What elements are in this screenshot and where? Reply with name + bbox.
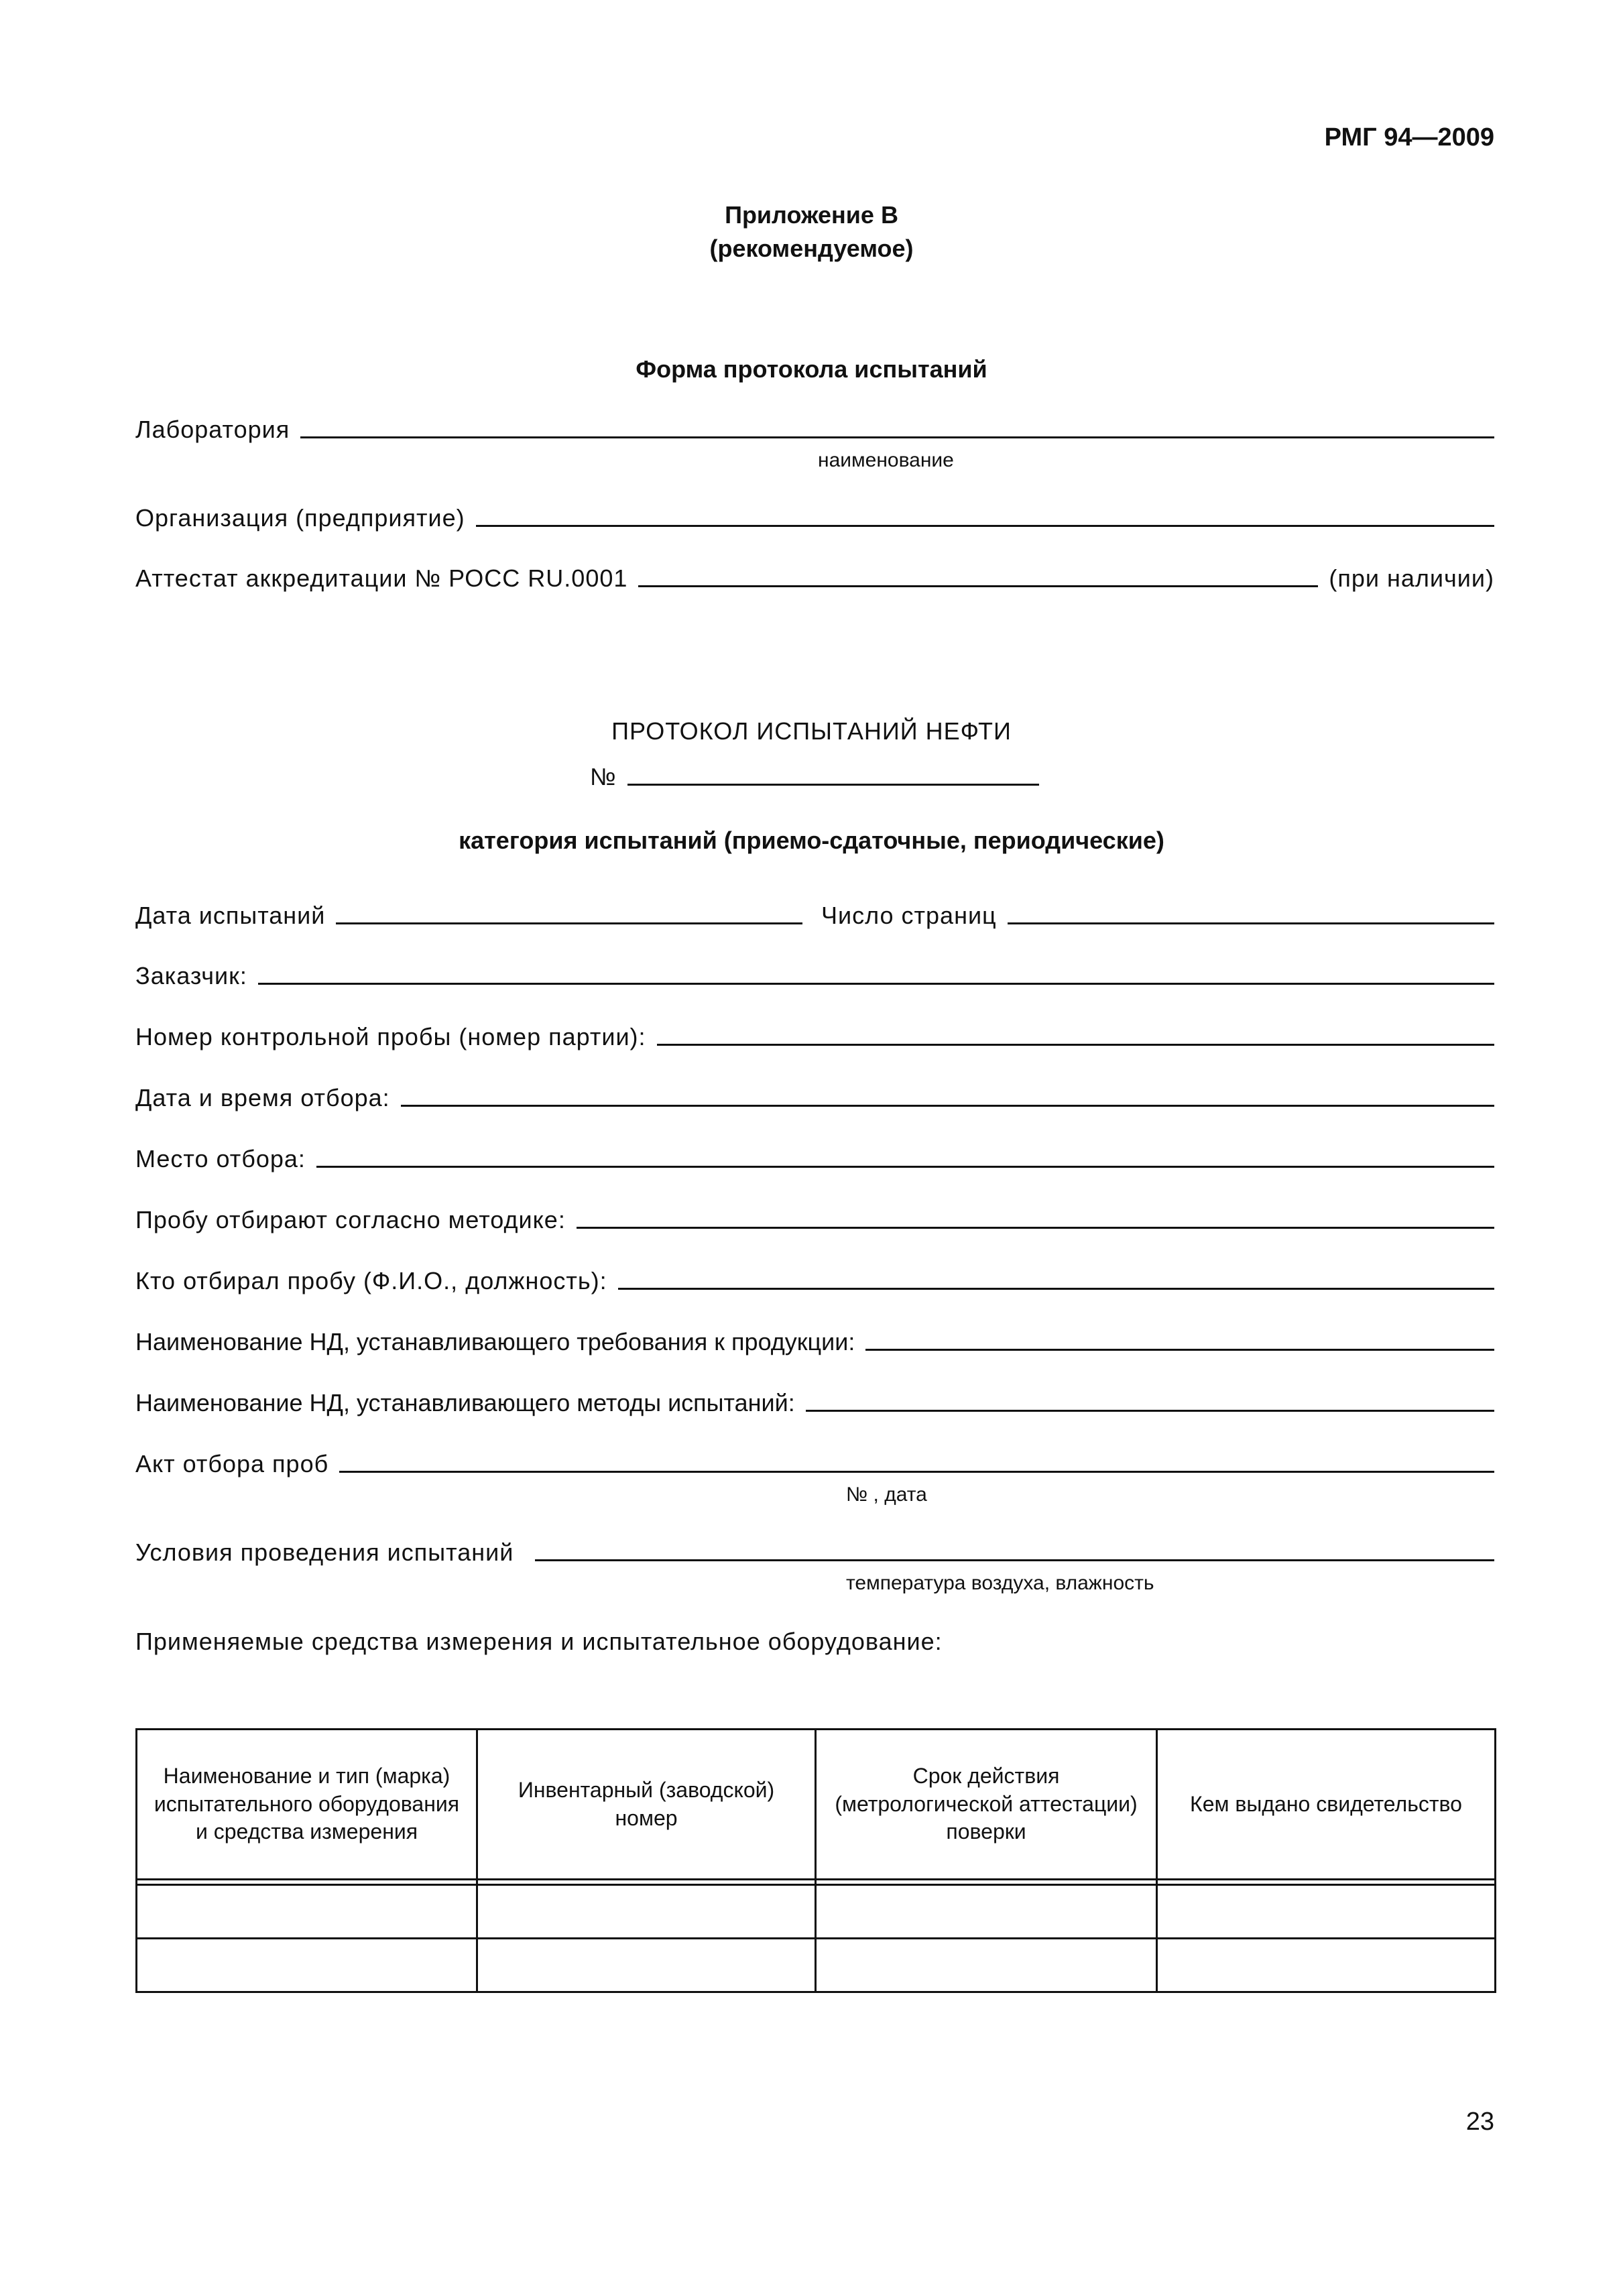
lab-label: Лаборатория bbox=[135, 416, 290, 443]
sample-number-label: Номер контрольной пробы (номер партии): bbox=[135, 1023, 646, 1050]
lab-caption: наименование bbox=[818, 449, 954, 471]
table-header-row bbox=[137, 1730, 1496, 1880]
page-number: 23 bbox=[1465, 2108, 1494, 2136]
accreditation-line[interactable] bbox=[638, 580, 1318, 587]
form-title: Форма протокола испытаний bbox=[636, 355, 987, 383]
sampled-by-field[interactable] bbox=[135, 1267, 1494, 1295]
sample-number-field[interactable] bbox=[135, 1023, 1494, 1051]
table-cell[interactable] bbox=[816, 1939, 1157, 1992]
sample-number-line[interactable] bbox=[657, 1038, 1494, 1046]
table-cell[interactable] bbox=[816, 1885, 1157, 1939]
org-line[interactable] bbox=[476, 520, 1494, 527]
conditions-caption: температура воздуха, влажность bbox=[846, 1572, 1154, 1594]
conditions-label: Условия проведения испытаний bbox=[135, 1538, 514, 1566]
table-cell[interactable] bbox=[1157, 1939, 1496, 1992]
accreditation-label: Аттестат аккредитации № РОСС RU.0001 bbox=[135, 564, 628, 592]
table-cell[interactable] bbox=[137, 1885, 477, 1939]
sampling-act-label: Акт отбора проб bbox=[135, 1450, 329, 1477]
sampling-datetime-label: Дата и время отбора: bbox=[135, 1084, 390, 1111]
lab-field[interactable] bbox=[135, 416, 1494, 444]
appendix-title: Приложение В bbox=[725, 201, 898, 229]
equipment-intro: Применяемые средства измерения и испытательное оборудование: bbox=[135, 1628, 943, 1655]
org-label: Организация (предприятие) bbox=[135, 504, 465, 532]
document-code: РМГ 94—2009 bbox=[1324, 123, 1494, 152]
table-row bbox=[137, 1939, 1496, 1992]
table-header-issued-by: Кем выдано свидетельство bbox=[1157, 1730, 1496, 1880]
sampling-act-line[interactable] bbox=[339, 1465, 1494, 1473]
nd-requirements-field[interactable] bbox=[135, 1328, 1494, 1356]
nd-methods-label: Наименование НД, устанавливающего методы испытаний: bbox=[135, 1389, 795, 1416]
nd-requirements-line[interactable] bbox=[865, 1343, 1494, 1351]
nd-methods-field[interactable] bbox=[135, 1389, 1494, 1417]
customer-line[interactable] bbox=[258, 977, 1494, 985]
lab-line[interactable] bbox=[300, 431, 1494, 438]
table-cell[interactable] bbox=[477, 1885, 816, 1939]
sampling-method-line[interactable] bbox=[577, 1221, 1494, 1229]
protocol-title: ПРОТОКОЛ ИСПЫТАНИЙ НЕФТИ bbox=[611, 717, 1012, 745]
sampled-by-line[interactable] bbox=[618, 1282, 1494, 1290]
test-date-field[interactable] bbox=[135, 902, 802, 930]
appendix-subtitle: (рекомендуемое) bbox=[709, 235, 914, 262]
customer-label: Заказчик: bbox=[135, 962, 247, 989]
accreditation-field[interactable] bbox=[135, 564, 1494, 593]
table-cell[interactable] bbox=[1157, 1885, 1496, 1939]
sampling-place-line[interactable] bbox=[316, 1160, 1494, 1168]
conditions-line[interactable] bbox=[535, 1554, 1494, 1561]
sampling-datetime-field[interactable] bbox=[135, 1084, 1494, 1112]
sampling-method-label: Пробу отбирают согласно методике: bbox=[135, 1206, 566, 1233]
sampling-place-field[interactable] bbox=[135, 1145, 1494, 1173]
table-header-equipment: Наименование и тип (марка) испытательного оборудования и средства измерения bbox=[137, 1730, 477, 1880]
sampling-act-field[interactable] bbox=[135, 1450, 1494, 1478]
nd-requirements-label: Наименование НД, устанавливающего требования к продукции: bbox=[135, 1328, 855, 1355]
protocol-category: категория испытаний (приемо-сдаточные, периодические) bbox=[459, 827, 1164, 854]
accreditation-suffix: (при наличии) bbox=[1329, 564, 1494, 592]
conditions-field[interactable] bbox=[135, 1538, 1494, 1567]
pages-count-label: Число страниц bbox=[821, 902, 997, 929]
table-cell[interactable] bbox=[137, 1939, 477, 1992]
sampling-act-caption: № , дата bbox=[846, 1484, 927, 1506]
sampling-place-label: Место отбора: bbox=[135, 1145, 306, 1172]
protocol-number-label: № bbox=[590, 763, 617, 790]
table-header-validity-period: Срок действия (метрологической аттестации) поверки bbox=[816, 1730, 1157, 1880]
pages-count-line[interactable] bbox=[1008, 917, 1494, 924]
protocol-number-field[interactable] bbox=[590, 763, 1039, 791]
org-field[interactable] bbox=[135, 504, 1494, 532]
protocol-number-line[interactable] bbox=[627, 778, 1039, 786]
table-cell[interactable] bbox=[477, 1939, 816, 1992]
customer-field[interactable] bbox=[135, 962, 1494, 990]
table-header-separator bbox=[137, 1880, 1496, 1885]
sampled-by-label: Кто отбирал пробу (Ф.И.О., должность): bbox=[135, 1267, 607, 1294]
sampling-method-field[interactable] bbox=[135, 1206, 1494, 1234]
test-date-line[interactable] bbox=[336, 917, 802, 924]
nd-methods-line[interactable] bbox=[806, 1404, 1494, 1412]
equipment-table bbox=[135, 1728, 1496, 1993]
test-date-label: Дата испытаний bbox=[135, 902, 326, 929]
table-row bbox=[137, 1885, 1496, 1939]
pages-count-field[interactable] bbox=[821, 902, 1494, 930]
table-header-inventory-number: Инвентарный (заводской) номер bbox=[477, 1730, 816, 1880]
sampling-datetime-line[interactable] bbox=[401, 1099, 1494, 1107]
